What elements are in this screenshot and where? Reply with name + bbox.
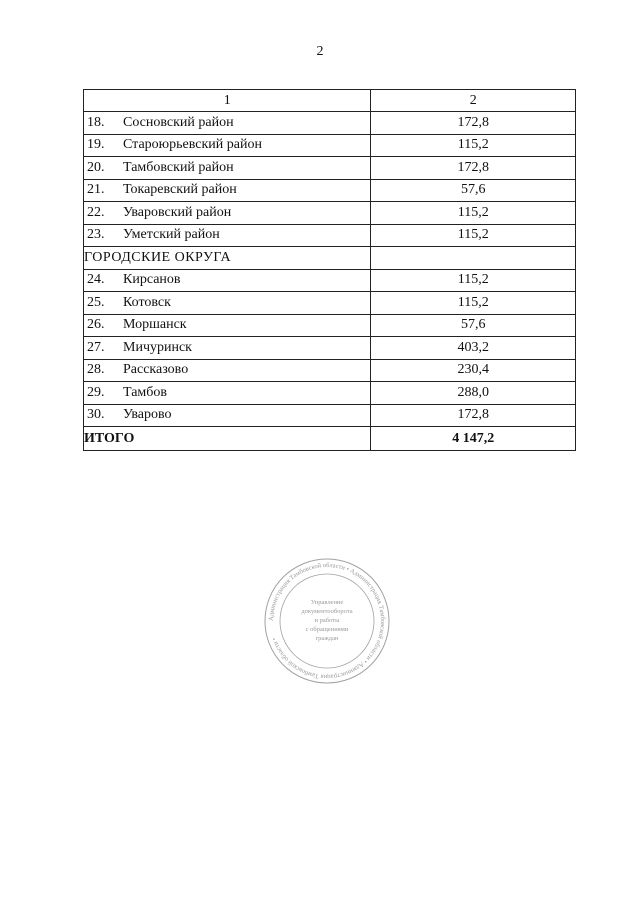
row-name: Котовск (123, 294, 171, 310)
total-row (84, 427, 576, 451)
row-number: 28. (87, 362, 105, 378)
row-name: Кирсанов (123, 272, 181, 288)
row-name-cell (84, 382, 371, 405)
row-name: Уваровский район (123, 204, 232, 220)
row-number: 26. (87, 317, 105, 333)
row-value: 172,8 (371, 112, 576, 135)
table-row (84, 292, 576, 315)
row-value: 115,2 (371, 202, 576, 225)
row-name: Уварово (123, 407, 172, 423)
district-rows (84, 112, 576, 247)
row-value: 57,6 (371, 179, 576, 202)
row-name-cell (84, 404, 371, 427)
row-value: 172,8 (371, 404, 576, 427)
table-row (84, 359, 576, 382)
row-value: 115,2 (371, 292, 576, 315)
table-row (84, 337, 576, 360)
row-name-cell (84, 359, 371, 382)
table-row (84, 404, 576, 427)
stamp-ring-text: Администрация Тамбовской области • Администрация Тамбовской области • Администрация Тамбовской области • (267, 561, 387, 681)
row-name: Тамбовский район (123, 159, 234, 175)
row-value: 115,2 (371, 269, 576, 292)
row-name-cell (84, 337, 371, 360)
row-number: 25. (87, 294, 105, 310)
row-name: Рассказово (123, 362, 189, 378)
row-number: 20. (87, 159, 105, 175)
row-value: 57,6 (371, 314, 576, 337)
stamp-center-line: и работы (314, 617, 340, 624)
table-header-row (84, 90, 576, 112)
column-header-2: 2 (371, 90, 576, 112)
row-number: 22. (87, 204, 105, 220)
row-value: 115,2 (371, 134, 576, 157)
total-label: ИТОГО (84, 427, 371, 451)
section-row (84, 247, 576, 270)
table-row (84, 314, 576, 337)
row-name: Староюрьевский район (123, 137, 262, 153)
row-value: 230,4 (371, 359, 576, 382)
table-row (84, 202, 576, 225)
row-name-cell (84, 112, 371, 135)
allocation-table (83, 89, 576, 451)
table-row (84, 224, 576, 247)
row-number: 19. (87, 137, 105, 153)
row-name-cell (84, 314, 371, 337)
city-rows (84, 269, 576, 427)
stamp-center-line: граждан (315, 635, 339, 642)
row-number: 18. (87, 114, 105, 130)
row-name: Моршанск (123, 317, 187, 333)
stamp-center-line: документооборота (301, 608, 353, 615)
row-name: Сосновский район (123, 114, 234, 130)
section-empty-cell (371, 247, 576, 270)
row-name: Мичуринск (123, 339, 192, 355)
row-name-cell (84, 292, 371, 315)
column-header-1: 1 (84, 90, 371, 112)
stamp-center-line: с обращениями (305, 626, 349, 633)
table-row (84, 112, 576, 135)
row-number: 30. (87, 407, 105, 423)
row-value: 403,2 (371, 337, 576, 360)
row-number: 27. (87, 339, 105, 355)
table-row (84, 134, 576, 157)
table-row (84, 269, 576, 292)
row-name-cell (84, 134, 371, 157)
row-name: Тамбов (123, 384, 168, 400)
table-row (84, 179, 576, 202)
table-row (84, 157, 576, 180)
row-number: 29. (87, 384, 105, 400)
row-name-cell (84, 202, 371, 225)
row-number: 24. (87, 272, 105, 288)
row-number: 23. (87, 227, 105, 243)
official-stamp (262, 556, 392, 686)
row-name-cell (84, 179, 371, 202)
row-name: Уметский район (123, 227, 220, 243)
row-value: 172,8 (371, 157, 576, 180)
row-value: 115,2 (371, 224, 576, 247)
row-name-cell (84, 269, 371, 292)
stamp-center-line: Управление (310, 599, 344, 606)
row-number: 21. (87, 182, 105, 198)
table-row (84, 382, 576, 405)
row-name-cell (84, 157, 371, 180)
total-value: 4 147,2 (371, 427, 576, 451)
row-value: 288,0 (371, 382, 576, 405)
section-title: ГОРОДСКИЕ ОКРУГА (84, 247, 371, 270)
row-name: Токаревский район (123, 182, 237, 198)
page-number: 2 (316, 44, 324, 59)
row-name-cell (84, 224, 371, 247)
